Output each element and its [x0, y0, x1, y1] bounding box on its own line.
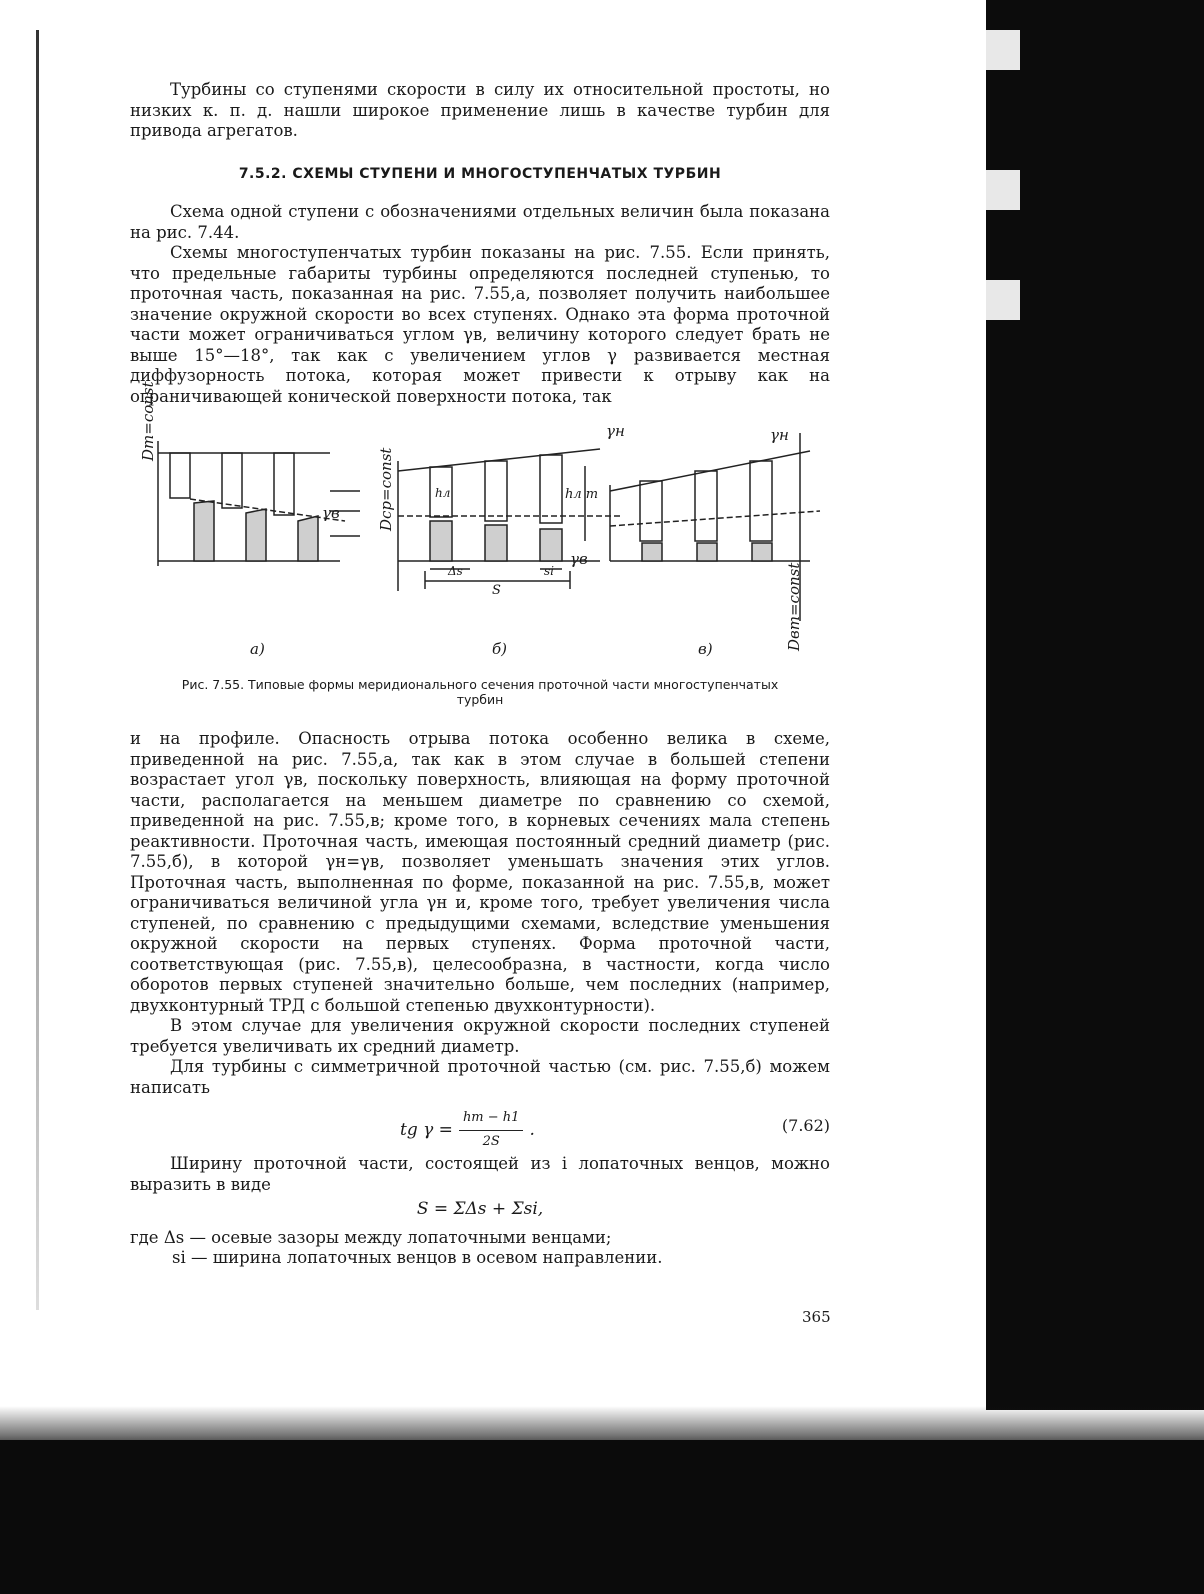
formula-width: S = ΣΔs + Σsi,	[416, 1199, 544, 1219]
label-panel-c: в)	[698, 640, 713, 658]
label-dt-const: Dт=const	[139, 381, 157, 461]
scan-right-border	[986, 0, 1204, 1410]
formula-expression	[400, 1108, 535, 1152]
label-h-lt: hл т	[565, 487, 599, 502]
paragraph-2: Схемы многоступенчатых турбин показаны на рис. 7.55. Если принять, что предельные габариты турбины определяются последней ступенью, то проточная часть, показанная на рис. 7.55,а, позволяет получить наибольшее значение окружной скорости во всех ступенях. Однако эта форма проточной части может ограничиваться углом γв, величину которого следует брать не выше 15°—18°, так как с увеличением углов γ развивается местная диффузорность потока, которая может привести к отрыву как на ограничивающей конической поверхности потока, так	[130, 243, 830, 406]
label-s-i: si	[544, 564, 554, 578]
label-gamma-v-a: γв	[322, 504, 340, 522]
label-gamma-v-b: γв	[570, 550, 588, 568]
figure-7-55	[130, 381, 830, 671]
page-number: 365	[802, 1308, 831, 1326]
label-delta-s: Δs	[448, 564, 463, 578]
label-dcp-const: Dср=const	[377, 447, 395, 531]
label-dvt-const: Dвт=const	[785, 562, 803, 651]
formula-lhs: tg γ =	[400, 1119, 453, 1140]
label-gamma-n-b: γн	[606, 422, 625, 440]
label-gamma-n-c: γн	[770, 426, 789, 444]
scan-bottom-border	[0, 1440, 1204, 1594]
formula-numerator: hт − h1	[459, 1108, 524, 1131]
scan-notch	[986, 30, 1020, 70]
label-h-l: hл	[435, 486, 451, 500]
scan-left-edge	[36, 30, 39, 1310]
formula-fraction	[459, 1108, 524, 1152]
formula-denominator: 2S	[482, 1133, 500, 1149]
paragraph-3: и на профиле. Опасность отрыва потока особенно велика в схеме, приведенной на рис. 7.55,а, так как в этом случае в большей степени возрастает угол γв, поскольку поверхность, влияющая на форму проточной части, располагается на меньшем диаметре по сравнению со схемой, приведенной на рис. 7.55,в; кроме того, в корневых сечениях мала степень реактивности. Проточная часть, имеющая постоянный средний диаметр (рис. 7.55,б), в которой γн=γв, позволяет уменьшать значения этих углов. Проточная часть, выполненная по форме, показанной на рис. 7.55,в, может ограничиваться величиной угла γн и, кроме того, требует увеличения числа ступеней, по сравнению с предыдущими схемами, вследствие уменьшения окружной скорости на первых ступенях. Форма проточной части, соответствующая (рис. 7.55,в), целесообразна, в частности, когда число оборотов первых ступеней значительно больше, чем последних (например, двухконтурный ТРД с большой степенью двухконтурности).	[130, 729, 830, 1015]
figure-caption: Рис. 7.55. Типовые формы меридионального сечения проточной части многоступенчатых турбин	[181, 677, 779, 707]
definition-delta-s: где Δs — осевые зазоры между лопаточными венцами;	[130, 1227, 612, 1247]
figure-drawing	[130, 421, 830, 671]
label-panel-b: б)	[492, 640, 508, 658]
document-page	[130, 80, 830, 1269]
formula-7-62	[130, 1104, 830, 1148]
label-s-total: S	[492, 583, 501, 598]
equation-number: (7.62)	[781, 1116, 830, 1135]
paragraph-intro: Турбины со ступенями скорости в силу их относительной простоты, но низких к. п. д. нашли широкое применение лишь в качестве турбин для привода агрегатов.	[130, 80, 830, 140]
scan-notch	[986, 280, 1020, 320]
paragraph-4: В этом случае для увеличения окружной скорости последних ступеней требуется увеличивать их средний диаметр.	[130, 1016, 830, 1056]
definition-s-i: si — ширина лопаточных венцов в осевом направлении.	[172, 1248, 663, 1267]
paragraph-6: Ширину проточной части, состоящей из i лопаточных венцов, можно выразить в виде	[130, 1154, 830, 1194]
label-panel-a: а)	[250, 640, 265, 658]
paragraph-1: Схема одной ступени с обозначениями отдельных величин была показана на рис. 7.44.	[130, 202, 830, 242]
paragraph-5: Для турбины с симметричной проточной частью (см. рис. 7.55,б) можем написать	[130, 1057, 830, 1097]
formula-tail: .	[529, 1119, 535, 1140]
section-heading: 7.5.2. СХЕМЫ СТУПЕНИ И МНОГОСТУПЕНЧАТЫХ ТУРБИН	[238, 165, 722, 182]
scan-notch	[986, 170, 1020, 210]
